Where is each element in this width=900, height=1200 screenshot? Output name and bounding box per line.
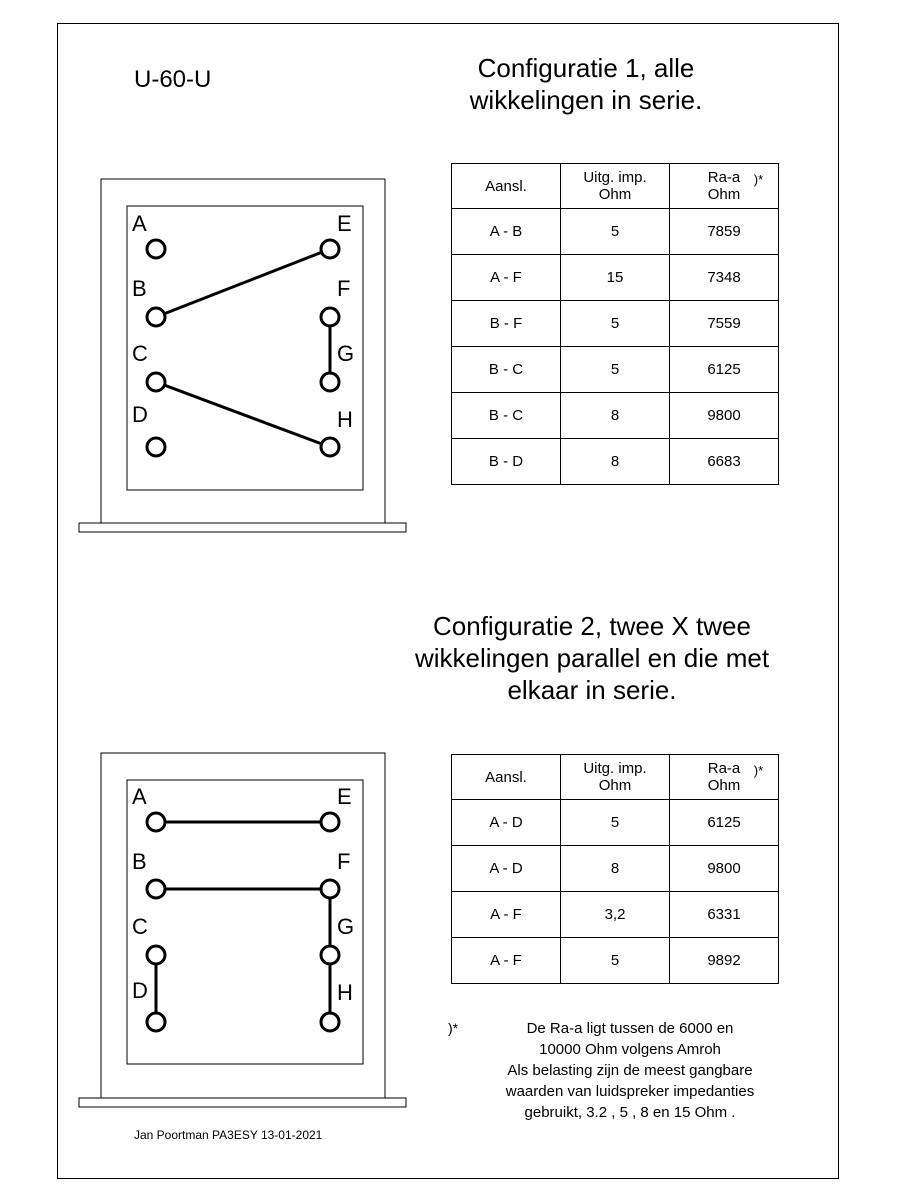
- terminal2-f: [321, 880, 339, 898]
- cell-ra-a: 7859: [670, 209, 779, 255]
- header-uitg-imp-line2: Ohm: [598, 777, 632, 794]
- cell-connection: B - C: [452, 393, 561, 439]
- terminal2-label-c: C: [132, 914, 148, 939]
- table-row: [452, 846, 779, 892]
- base-plate-2: [79, 1098, 406, 1107]
- config1-title-line2: wikkelingen in serie.: [469, 85, 703, 115]
- table-row: [452, 800, 779, 846]
- terminal-h: [321, 438, 339, 456]
- terminal2-label-b: B: [132, 849, 147, 874]
- terminal2-label-e: E: [337, 784, 352, 809]
- terminal2-h: [321, 1013, 339, 1031]
- header-ra-a-line1: Ra-a: [707, 760, 741, 777]
- footnote-mark: )*: [448, 1020, 459, 1036]
- terminal2-label-d: D: [132, 978, 148, 1003]
- terminal2-e: [321, 813, 339, 831]
- footnote-line2: 10000 Ohm volgens Amroh: [539, 1041, 721, 1058]
- terminal-label-e: E: [337, 211, 352, 236]
- cell-impedance: 5: [561, 347, 670, 393]
- table-row: [452, 393, 779, 439]
- link-c-h: [156, 382, 330, 447]
- cell-connection: A - D: [452, 800, 561, 846]
- terminal-label-f: F: [337, 276, 351, 301]
- cell-connection: A - F: [452, 892, 561, 938]
- table-row: [452, 938, 779, 984]
- cell-connection: A - F: [452, 255, 561, 301]
- table-row: [452, 347, 779, 393]
- cell-connection: A - D: [452, 846, 561, 892]
- header-ra-a-line2: Ohm: [707, 777, 741, 794]
- cell-ra-a: 6125: [670, 800, 779, 846]
- terminal2-g: [321, 946, 339, 964]
- footnote-text: [440, 1018, 820, 1123]
- header-aansl: Aansl.: [452, 164, 561, 209]
- terminal2-d: [147, 1013, 165, 1031]
- cell-impedance: 8: [561, 439, 670, 485]
- terminal-a: [147, 240, 165, 258]
- header-ra-a-wrap: [707, 760, 764, 794]
- terminal-c: [147, 373, 165, 391]
- cell-ra-a: 6683: [670, 439, 779, 485]
- header-ra-a-wrap: [707, 169, 764, 203]
- header-ra-a: [670, 164, 779, 209]
- cell-connection: A - B: [452, 209, 561, 255]
- terminal-label-c: C: [132, 341, 148, 366]
- config2-title-line1: Configuratie 2, twee X twee: [433, 611, 751, 641]
- table-row: [452, 892, 779, 938]
- terminal2-label-h: H: [337, 980, 353, 1005]
- cell-impedance: 5: [561, 209, 670, 255]
- cell-ra-a: 6331: [670, 892, 779, 938]
- cell-ra-a: 9800: [670, 846, 779, 892]
- header-ra-a-line2: Ohm: [707, 186, 741, 203]
- footnote-line5: gebruikt, 3.2 , 5 , 8 en 15 Ohm .: [524, 1104, 736, 1121]
- link-b-e: [156, 249, 330, 317]
- header-uitg-imp-line2: Ohm: [598, 186, 632, 203]
- cell-connection: B - F: [452, 301, 561, 347]
- config2-title-line3: elkaar in serie.: [507, 675, 677, 705]
- terminal2-label-a: A: [132, 784, 147, 809]
- header-uitg-imp: [561, 755, 670, 800]
- cell-ra-a: 9892: [670, 938, 779, 984]
- cell-impedance: 5: [561, 301, 670, 347]
- terminal-label-d: D: [132, 402, 148, 427]
- cell-connection: B - C: [452, 347, 561, 393]
- cell-impedance: 8: [561, 393, 670, 439]
- footnote-marker: )*: [753, 763, 764, 778]
- cell-impedance: 5: [561, 800, 670, 846]
- footnote-line4: waarden van luidspreker impedanties: [505, 1083, 755, 1100]
- cell-ra-a: 7559: [670, 301, 779, 347]
- table-header-row: [452, 164, 779, 209]
- table-header-row: [452, 755, 779, 800]
- cell-impedance: 15: [561, 255, 670, 301]
- header-aansl: Aansl.: [452, 755, 561, 800]
- config2-title-line2: wikkelingen parallel en die met: [414, 643, 770, 673]
- header-uitg-imp-line1: Uitg. imp.: [583, 760, 647, 777]
- cell-ra-a: 6125: [670, 347, 779, 393]
- config2-table: [451, 754, 779, 984]
- config1-title-line1: Configuratie 1, alle: [477, 53, 695, 83]
- terminal2-a: [147, 813, 165, 831]
- config1-table: [451, 163, 779, 485]
- cell-ra-a: 9800: [670, 393, 779, 439]
- terminal-e: [321, 240, 339, 258]
- table-row: [452, 209, 779, 255]
- terminal-f: [321, 308, 339, 326]
- cell-impedance: 3,2: [561, 892, 670, 938]
- header-ra-a: [670, 755, 779, 800]
- terminal-g: [321, 373, 339, 391]
- header-uitg-imp: [561, 164, 670, 209]
- footnote-line3: Als belasting zijn de meest gangbare: [507, 1062, 753, 1079]
- terminal2-label-f: F: [337, 849, 351, 874]
- table-row: [452, 301, 779, 347]
- terminal-d: [147, 438, 165, 456]
- header-uitg-imp-line1: Uitg. imp.: [583, 169, 647, 186]
- terminal2-c: [147, 946, 165, 964]
- table-row: [452, 439, 779, 485]
- terminal-label-g: G: [337, 341, 355, 366]
- terminal-b: [147, 308, 165, 326]
- cell-impedance: 8: [561, 846, 670, 892]
- terminal-label-h: H: [337, 407, 353, 432]
- header-ra-a-line1: Ra-a: [707, 169, 741, 186]
- footnote-marker: )*: [753, 172, 764, 187]
- cell-ra-a: 7348: [670, 255, 779, 301]
- base-plate: [79, 523, 406, 532]
- terminal-label-a: A: [132, 211, 147, 236]
- footnote-line1: De Ra-a ligt tussen de 6000 en: [526, 1020, 734, 1037]
- author-signature: Jan Poortman PA3ESY 13-01-2021: [134, 1128, 323, 1142]
- terminal-label-b: B: [132, 276, 147, 301]
- model-label: U-60-U: [134, 66, 212, 93]
- cell-connection: B - D: [452, 439, 561, 485]
- cell-impedance: 5: [561, 938, 670, 984]
- cell-connection: A - F: [452, 938, 561, 984]
- table-row: [452, 255, 779, 301]
- terminal2-label-g: G: [337, 914, 355, 939]
- terminal2-b: [147, 880, 165, 898]
